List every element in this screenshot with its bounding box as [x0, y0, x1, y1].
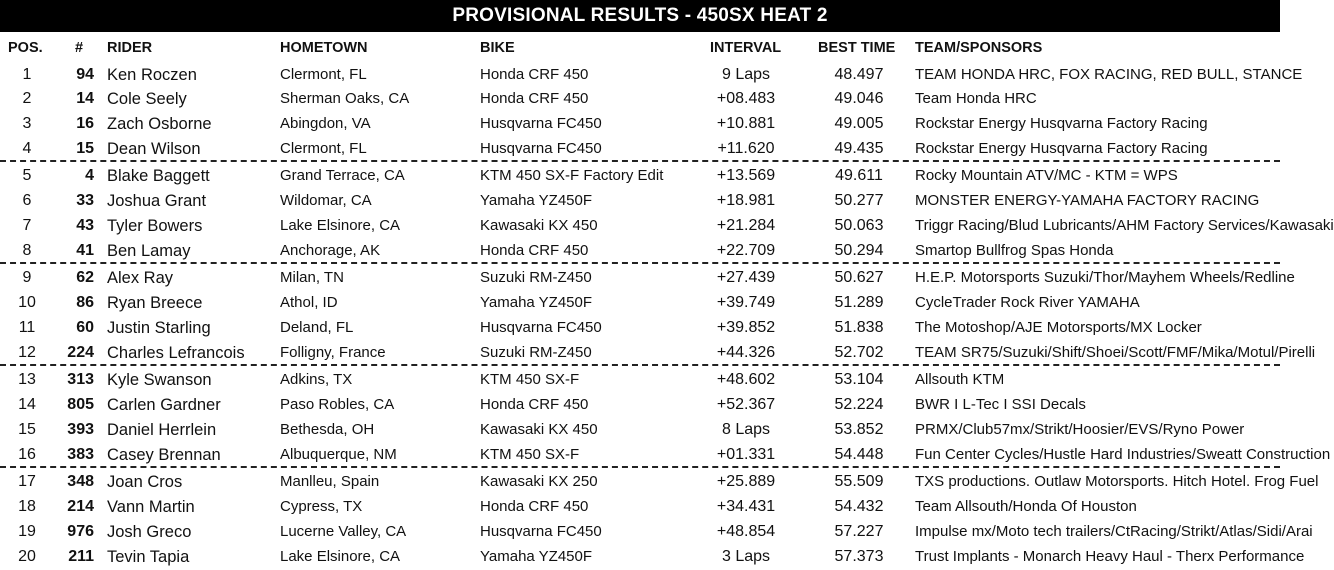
position-cell: 15: [18, 421, 36, 438]
team-sponsors-cell: MONSTER ENERGY-YAMAHA FACTORY RACING: [915, 192, 1260, 209]
interval-cell: +08.483: [716, 90, 776, 107]
team-sponsors-cell: Impulse mx/Moto tech trailers/CtRacing/Strikt/Atlas/Sidi/Arai: [915, 523, 1313, 540]
best-time-cell: 50.294: [834, 242, 884, 259]
rider-number-cell: 4: [85, 167, 94, 184]
best-time-cell: 51.838: [834, 319, 884, 336]
interval-cell: +13.569: [716, 167, 776, 184]
group-divider: [0, 160, 1280, 162]
rider-name-cell: Kyle Swanson: [107, 371, 212, 389]
hometown-cell: Clermont, FL: [280, 66, 367, 83]
table-row: [0, 520, 1313, 544]
rider-name-cell: Charles Lefrancois: [107, 344, 245, 362]
interval-cell: 8 Laps: [721, 421, 771, 438]
rider-name-cell: Casey Brennan: [107, 446, 221, 464]
interval-cell: +48.602: [716, 371, 776, 388]
hometown-cell: Sherman Oaks, CA: [280, 90, 410, 107]
table-row: [0, 393, 1280, 417]
rider-number-cell: 214: [67, 498, 94, 515]
table-row: [0, 368, 1280, 392]
rider-number-cell: 60: [76, 319, 94, 336]
table-row: [0, 341, 1316, 365]
rider-name-cell: Joan Cros: [107, 473, 183, 491]
bike-cell: KTM 450 SX-F Factory Edit: [480, 167, 664, 184]
best-time-cell: 48.497: [834, 66, 884, 83]
group-divider: [0, 364, 1280, 366]
hometown-cell: Manlleu, Spain: [280, 473, 380, 490]
table-row: [0, 495, 1280, 519]
results-title: PROVISIONAL RESULTS - 450SX HEAT 2: [0, 0, 1280, 32]
table-row: [0, 63, 1303, 87]
best-time-cell: 50.627: [834, 269, 884, 286]
best-time-cell: 52.224: [834, 396, 884, 413]
team-sponsors-cell: TXS productions. Outlaw Motorsports. Hitch Hotel. Frog Fuel: [915, 473, 1319, 490]
best-time-cell: 49.611: [835, 167, 883, 184]
hometown-cell: Grand Terrace, CA: [280, 167, 405, 184]
hometown-cell: Lucerne Valley, CA: [280, 523, 407, 540]
interval-cell: +22.709: [716, 242, 776, 259]
best-time-cell: 51.289: [834, 294, 884, 311]
best-time-cell: 54.432: [834, 498, 884, 515]
bike-cell: Honda CRF 450: [480, 66, 589, 83]
interval-cell: +27.439: [716, 269, 776, 286]
column-header-rider: RIDER: [107, 40, 153, 56]
position-cell: 12: [18, 344, 36, 361]
interval-cell: +52.367: [716, 396, 776, 413]
team-sponsors-cell: Allsouth KTM: [915, 371, 1005, 388]
position-cell: 9: [22, 269, 32, 286]
position-cell: 3: [22, 115, 32, 132]
position-cell: 7: [22, 217, 32, 234]
best-time-cell: 55.509: [834, 473, 884, 490]
rider-number-cell: 43: [76, 217, 94, 234]
bike-cell: Kawasaki KX 450: [480, 421, 598, 438]
table-row: [0, 291, 1280, 315]
table-row: [0, 443, 1331, 467]
position-cell: 4: [22, 140, 32, 157]
team-sponsors-cell: Rockstar Energy Husqvarna Factory Racing: [915, 140, 1208, 157]
hometown-cell: Paso Robles, CA: [280, 396, 395, 413]
bike-cell: Suzuki RM-Z450: [480, 344, 592, 361]
hometown-cell: Deland, FL: [280, 319, 354, 336]
position-cell: 5: [22, 167, 32, 184]
table-row: [0, 137, 1280, 161]
bike-cell: KTM 450 SX-F: [480, 446, 580, 463]
hometown-cell: Abingdon, VA: [280, 115, 371, 132]
rider-number-cell: 41: [76, 242, 94, 259]
hometown-cell: Albuquerque, NM: [280, 446, 397, 463]
position-cell: 11: [18, 319, 36, 336]
interval-cell: +18.981: [716, 192, 776, 209]
team-sponsors-cell: TEAM HONDA HRC, FOX RACING, RED BULL, STANCE: [915, 66, 1303, 83]
column-header-hometown: HOMETOWN: [280, 40, 368, 56]
team-sponsors-cell: Triggr Racing/Blud Lubricants/AHM Factory Services/Kawasaki: [915, 217, 1334, 234]
bike-cell: Honda CRF 450: [480, 90, 589, 107]
bike-cell: Yamaha YZ450F: [480, 548, 593, 565]
team-sponsors-cell: Trust Implants - Monarch Heavy Haul - Therx Performance: [915, 548, 1305, 565]
interval-cell: +39.749: [716, 294, 776, 311]
interval-cell: 9 Laps: [721, 66, 771, 83]
position-cell: 8: [22, 242, 32, 259]
bike-cell: Husqvarna FC450: [480, 115, 602, 132]
rider-name-cell: Tevin Tapia: [107, 548, 190, 566]
position-cell: 20: [18, 548, 36, 565]
rider-number-cell: 16: [76, 115, 94, 132]
bike-cell: Suzuki RM-Z450: [480, 269, 592, 286]
interval-cell: +25.889: [716, 473, 776, 490]
best-time-cell: 52.702: [834, 344, 884, 361]
column-header-team: TEAM/SPONSORS: [915, 40, 1043, 56]
rider-name-cell: Zach Osborne: [107, 115, 212, 133]
best-time-cell: 49.046: [834, 90, 884, 107]
table-row: [0, 112, 1280, 136]
rider-number-cell: 224: [67, 344, 94, 361]
group-divider: [0, 466, 1280, 468]
table-row: [0, 418, 1280, 442]
hometown-cell: Adkins, TX: [280, 371, 353, 388]
hometown-cell: Bethesda, OH: [280, 421, 375, 438]
team-sponsors-cell: BWR I L-Tec I SSI Decals: [915, 396, 1086, 413]
rider-number-cell: 393: [67, 421, 94, 438]
team-sponsors-cell: PRMX/Club57mx/Strikt/Hoosier/EVS/Ryno Power: [915, 421, 1245, 438]
column-header-bike: BIKE: [480, 40, 515, 56]
position-cell: 17: [18, 473, 36, 490]
best-time-cell: 49.435: [834, 140, 884, 157]
rider-name-cell: Blake Baggett: [107, 167, 210, 185]
rider-name-cell: Joshua Grant: [107, 192, 207, 210]
rider-name-cell: Vann Martin: [107, 498, 195, 516]
rider-name-cell: Carlen Gardner: [107, 396, 221, 414]
rider-name-cell: Josh Greco: [107, 523, 192, 541]
table-row: [0, 164, 1280, 188]
interval-cell: +44.326: [716, 344, 776, 361]
hometown-cell: Anchorage, AK: [280, 242, 381, 259]
position-cell: 6: [22, 192, 32, 209]
interval-cell: +01.331: [716, 446, 776, 463]
rider-number-cell: 805: [67, 396, 94, 413]
interval-cell: 3 Laps: [721, 548, 771, 565]
hometown-cell: Clermont, FL: [280, 140, 367, 157]
hometown-cell: Athol, ID: [280, 294, 338, 311]
rider-number-cell: 33: [76, 192, 94, 209]
hometown-cell: Milan, TN: [280, 269, 344, 286]
team-sponsors-cell: Fun Center Cycles/Hustle Hard Industries/Sweatt Construction: [915, 446, 1331, 463]
bike-cell: Husqvarna FC450: [480, 319, 602, 336]
hometown-cell: Lake Elsinore, CA: [280, 217, 401, 234]
best-time-cell: 53.852: [834, 421, 884, 438]
team-sponsors-cell: Smartop Bullfrog Spas Honda: [915, 242, 1114, 259]
team-sponsors-cell: Team Honda HRC: [915, 90, 1037, 107]
rider-number-cell: 14: [76, 90, 94, 107]
hometown-cell: Cypress, TX: [280, 498, 363, 515]
interval-cell: +39.852: [716, 319, 776, 336]
interval-cell: +34.431: [716, 498, 776, 515]
rider-name-cell: Ryan Breece: [107, 294, 203, 312]
rider-number-cell: 62: [76, 269, 94, 286]
team-sponsors-cell: Team Allsouth/Honda Of Houston: [915, 498, 1137, 515]
team-sponsors-cell: The Motoshop/AJE Motorsports/MX Locker: [915, 319, 1202, 336]
position-cell: 18: [18, 498, 36, 515]
team-sponsors-cell: CycleTrader Rock River YAMAHA: [915, 294, 1140, 311]
table-row: [0, 266, 1295, 290]
rider-number-cell: 15: [76, 140, 94, 157]
best-time-cell: 57.373: [834, 548, 884, 565]
position-cell: 16: [18, 446, 36, 463]
position-cell: 1: [22, 66, 32, 83]
table-row: [0, 239, 1280, 263]
table-row: [0, 214, 1334, 238]
interval-cell: +11.620: [717, 140, 775, 157]
rider-name-cell: Tyler Bowers: [107, 217, 203, 235]
position-cell: 19: [18, 523, 36, 540]
bike-cell: Husqvarna FC450: [480, 523, 602, 540]
group-divider: [0, 262, 1280, 264]
interval-cell: +21.284: [716, 217, 776, 234]
best-time-cell: 50.277: [834, 192, 884, 209]
bike-cell: Honda CRF 450: [480, 396, 589, 413]
bike-cell: Kawasaki KX 250: [480, 473, 598, 490]
rider-name-cell: Cole Seely: [107, 90, 187, 108]
hometown-cell: Wildomar, CA: [280, 192, 372, 209]
rider-number-cell: 348: [67, 473, 94, 490]
rider-number-cell: 976: [67, 523, 94, 540]
team-sponsors-cell: Rockstar Energy Husqvarna Factory Racing: [915, 115, 1208, 132]
bike-cell: Honda CRF 450: [480, 498, 589, 515]
bike-cell: Honda CRF 450: [480, 242, 589, 259]
interval-cell: +48.854: [716, 523, 776, 540]
rider-name-cell: Dean Wilson: [107, 140, 201, 158]
rider-name-cell: Ken Roczen: [107, 66, 197, 84]
best-time-cell: 57.227: [834, 523, 884, 540]
table-row: [0, 545, 1305, 569]
best-time-cell: 53.104: [834, 371, 884, 388]
bike-cell: Kawasaki KX 450: [480, 217, 598, 234]
column-header-interval: INTERVAL: [710, 40, 782, 56]
team-sponsors-cell: H.E.P. Motorsports Suzuki/Thor/Mayhem Wheels/Redline: [915, 269, 1295, 286]
rider-number-cell: 94: [76, 66, 94, 83]
rider-number-cell: 86: [76, 294, 94, 311]
hometown-cell: Folligny, France: [280, 344, 386, 361]
bike-cell: Husqvarna FC450: [480, 140, 602, 157]
table-row: [0, 470, 1319, 494]
position-cell: 14: [18, 396, 36, 413]
column-header-pos: POS.: [8, 40, 43, 56]
team-sponsors-cell: TEAM SR75/Suzuki/Shift/Shoei/Scott/FMF/Mika/Motul/Pirelli: [915, 344, 1316, 361]
bike-cell: Yamaha YZ450F: [480, 294, 593, 311]
rider-name-cell: Daniel Herrlein: [107, 421, 217, 439]
team-sponsors-cell: Rocky Mountain ATV/MC - KTM = WPS: [915, 167, 1178, 184]
rider-name-cell: Ben Lamay: [107, 242, 191, 260]
table-row: [0, 87, 1280, 111]
column-header-number: #: [75, 40, 84, 56]
column-header-best-time: BEST TIME: [818, 40, 896, 56]
position-cell: 10: [18, 294, 36, 311]
position-cell: 2: [22, 90, 32, 107]
table-row: [0, 316, 1280, 340]
rider-number-cell: 383: [67, 446, 94, 463]
best-time-cell: 49.005: [834, 115, 884, 132]
rider-name-cell: Justin Starling: [107, 319, 211, 337]
rider-number-cell: 313: [67, 371, 94, 388]
bike-cell: KTM 450 SX-F: [480, 371, 580, 388]
rider-name-cell: Alex Ray: [107, 269, 174, 287]
hometown-cell: Lake Elsinore, CA: [280, 548, 401, 565]
bike-cell: Yamaha YZ450F: [480, 192, 593, 209]
position-cell: 13: [18, 371, 36, 388]
table-row: [0, 189, 1280, 213]
interval-cell: +10.881: [716, 115, 776, 132]
best-time-cell: 54.448: [834, 446, 884, 463]
rider-number-cell: 211: [68, 548, 94, 565]
best-time-cell: 50.063: [834, 217, 884, 234]
